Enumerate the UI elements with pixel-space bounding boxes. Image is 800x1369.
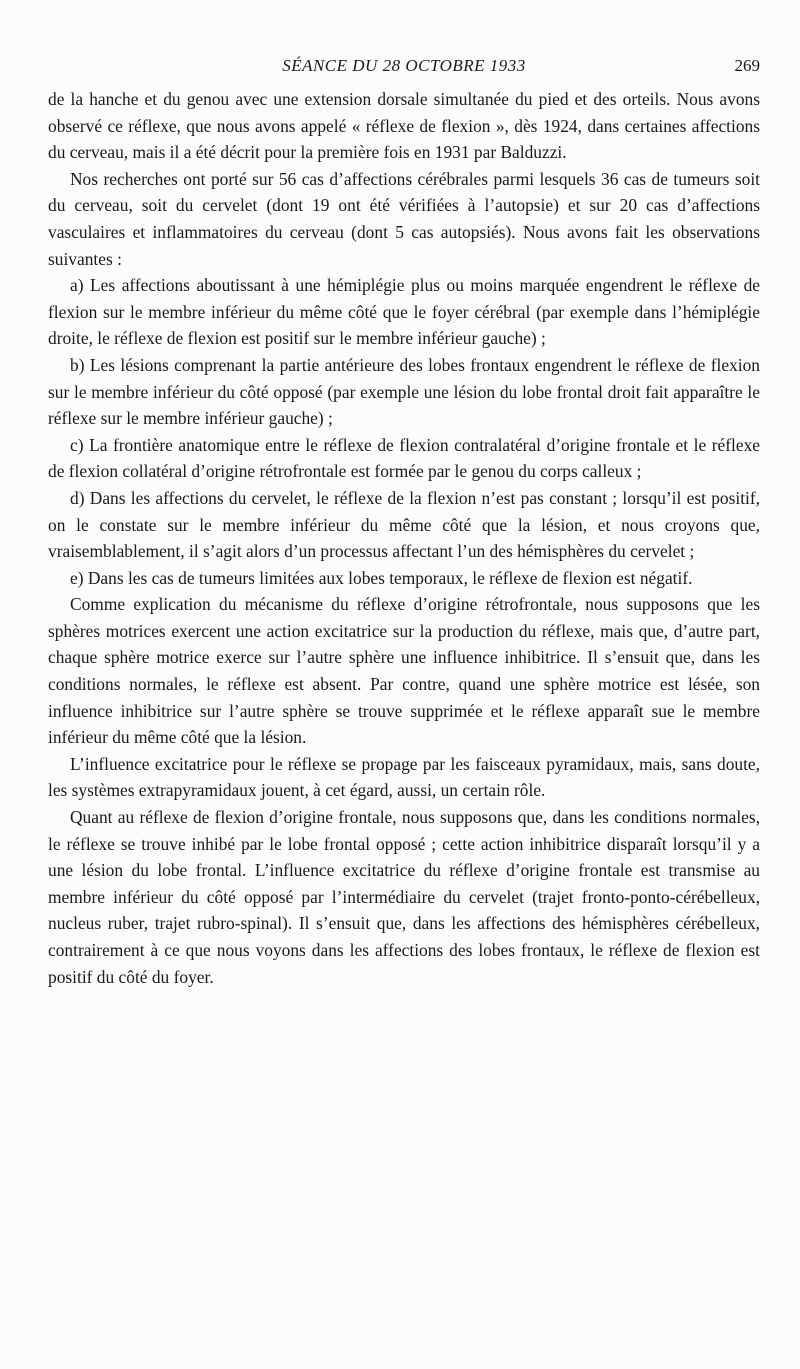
paragraph-frontal: Quant au réflexe de flexion d’origine frontale, nous supposons que, dans les conditions normales, le réflexe se trouve inhibé par le lobe frontal opposé ; cette action inhibitrice disparaît lorsqu’il y a une lésion du lobe frontal. L’influence excitatrice du réflexe d’origine frontale est transmise au membre inférieur du côté opposé par l’intermédiaire du cervelet (trajet fronto-ponto-cérébelleux, nucleus ruber, trajet rubro-spinal). Il s’ensuit que, dans les affections des hémisphères cérébelleux, contrairement à ce que nous voyons dans les affections des lobes frontaux, le réflexe de flexion est positif du côté du foyer. <box>48 807 760 987</box>
observation-c: c) La frontière anatomique entre le réflexe de flexion contralatéral d’origine frontale et le réflexe de flexion collatéral d’origine rétrofrontale est formée par le genou du corps calleux ; <box>48 434 760 482</box>
observation-e: e) Dans les cas de tumeurs limitées aux lobes temporaux, le réflexe de flexion est négatif. <box>70 567 693 588</box>
observation-a: a) Les affections aboutissant à une hémiplégie plus ou moins marquée engendrent le réflexe de flexion sur le membre inférieur du même côté que le foyer cérébral (par exemple dans l’hémiplégie droite, le réflexe de flexion est positif sur le membre inférieur gauche) ; <box>48 275 760 349</box>
paragraph-pyramidal: L’influence excitatrice pour le réflexe se propage par les faisceaux pyramidaux, mais, sans doute, les systèmes extrapyramidaux jouent, à cet égard, aussi, un certain rôle. <box>48 753 760 801</box>
paragraph-research: Nos recherches ont porté sur 56 cas d’affections cérébrales parmi lesquels 36 cas de tumeurs soit du cerveau, soit du cervelet (dont 19 ont été vérifiées à l’autopsie) et sur 20 cas d’affections vasculaires et inflammatoires du cerveau (dont 5 cas autopsiés). Nous avons fait les observations suivantes : <box>48 168 760 269</box>
page-number: 269 <box>734 56 760 75</box>
observation-b: b) Les lésions comprenant la partie antérieure des lobes frontaux engendrent le réflexe de flexion sur le membre inférieur du côté opposé (par exemple une lésion du lobe frontal droit fait apparaître le réflexe sur le membre inférieur gauche) ; <box>48 354 760 429</box>
running-title: SÉANCE DU 28 OCTOBRE 1933 <box>282 56 526 75</box>
running-head <box>48 52 760 82</box>
observation-d: d) Dans les affections du cervelet, le réflexe de la flexion n’est pas constant ; lorsqu’il est positif, on le constate sur le membre inférieur du même côté que la lésion, et nous croyons que, vraisemblablement, il s’agit alors d’un processus affectant l’un des hémisphères du cervelet ; <box>48 487 760 562</box>
paragraph-continuation: de la hanche et du genou avec une extension dorsale simultanée du pied et des orteils. Nous avons observé ce réflexe, que nous avons appelé « réflexe de flexion », dès 1924, dans certaines affections du cerveau, mais il a été décrit pour la première fois en 1931 par Balduzzi. <box>48 89 760 163</box>
body-text <box>48 86 760 990</box>
paragraph-mechanism: Comme explication du mécanisme du réflexe d’origine rétrofrontale, nous supposons que les sphères motrices exercent une action excitatrice sur la production du réflexe, mais que, d’autre part, chaque sphère motrice exerce sur l’autre sphère une influence inhibitrice. Il s’ensuit que, dans les conditions normales, le réflexe est absent. Par contre, quand une sphère motrice est lésée, son influence inhibitrice sur l’autre sphère se trouve supprimée et le réflexe apparaît sue le membre inférieur du même côté que la lésion. <box>48 594 760 748</box>
